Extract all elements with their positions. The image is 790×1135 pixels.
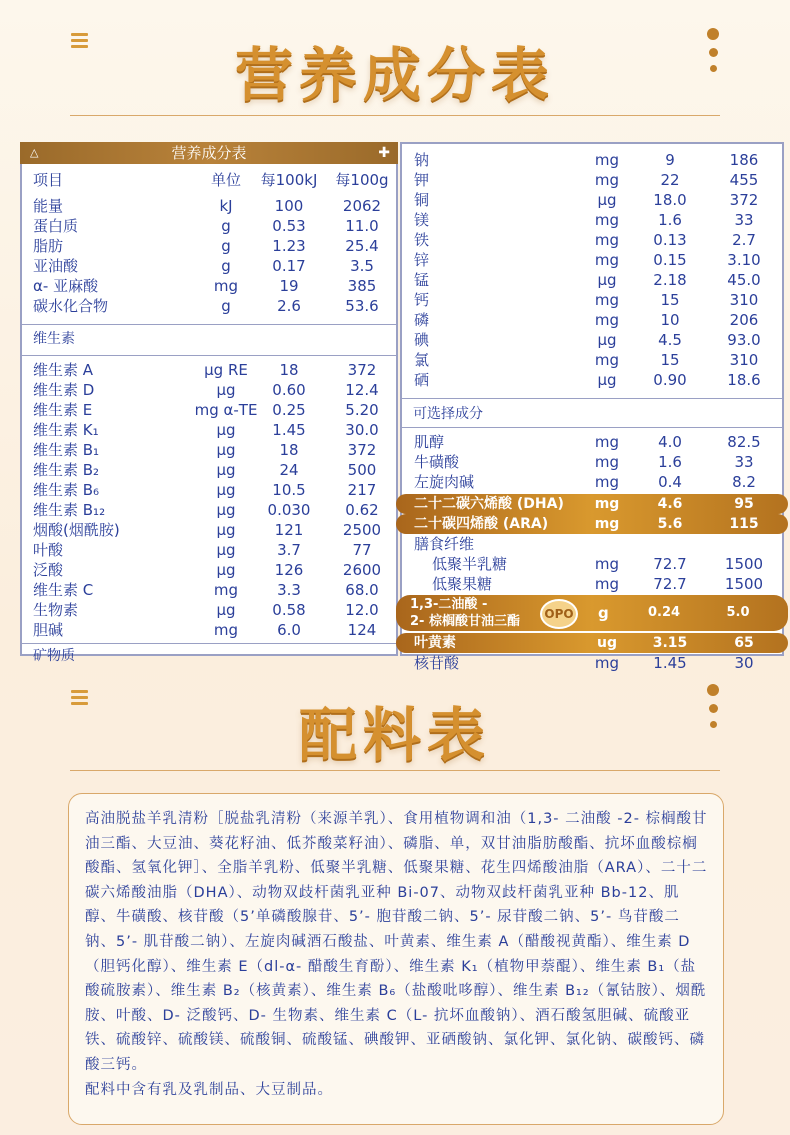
table-row: [22, 460, 396, 480]
unit: mg: [594, 351, 620, 369]
unit: mg: [594, 211, 620, 229]
nutrition-table-left: [20, 142, 398, 664]
unit: μg: [216, 501, 236, 519]
opo-per-100g: 5.0: [726, 605, 750, 620]
optional-section-title: 可选择成分: [402, 398, 782, 428]
table-row: [22, 380, 396, 400]
lutein-row: [396, 633, 788, 653]
per-100kj: 5.6: [657, 516, 683, 532]
per-100kj: 3.7: [277, 541, 301, 559]
item-name: 维生素 B₁₂: [33, 501, 106, 519]
table-row: [402, 370, 782, 390]
unit: mg: [594, 496, 620, 512]
per-100kj: 10.5: [272, 481, 306, 499]
item-name: 低聚半乳糖: [432, 555, 508, 573]
per-100kj: 18: [279, 441, 299, 459]
item-name: 硒: [414, 371, 430, 389]
table-row: [402, 452, 782, 472]
per-100g: 95: [734, 496, 754, 512]
item-name: 蛋白质: [33, 217, 79, 235]
table-row: [402, 554, 782, 574]
unit: mg: [594, 453, 620, 471]
table-row: [22, 560, 396, 580]
per-100g: 30.0: [345, 421, 379, 439]
per-100g: 12.0: [345, 601, 379, 619]
per-100g: 372: [347, 441, 377, 459]
fiber-section-title: [402, 534, 782, 554]
item-name: 项目: [33, 171, 64, 189]
per-100kj: 100: [274, 197, 304, 215]
unit: mg: [594, 311, 620, 329]
opo-line1: 1,3-二油酸 -: [410, 597, 488, 612]
item-name: 生物素: [33, 601, 79, 619]
fiber-title: 膳食纤维: [414, 535, 475, 553]
per-100g: 0.62: [345, 501, 379, 519]
unit: μg: [597, 371, 617, 389]
per-100g: 385: [347, 277, 377, 295]
table-row: [22, 400, 396, 420]
per-100g: 310: [729, 351, 759, 369]
unit: mg: [594, 516, 620, 532]
item-name: 维生素 A: [33, 361, 94, 379]
item-name: 维生素 B₆: [33, 481, 100, 499]
table-header: [20, 142, 398, 164]
per-100g: 53.6: [345, 297, 379, 315]
table-row: [402, 290, 782, 310]
per-100g: 77: [352, 541, 372, 559]
ara-row: [396, 514, 788, 534]
unit: g: [221, 237, 231, 255]
plus-icon: ✚: [378, 145, 390, 161]
per-100kj: 0.17: [272, 257, 306, 275]
item-name: 维生素 B₁: [33, 441, 100, 459]
item-name: 烟酸(烟酰胺): [33, 521, 120, 539]
per-100kj: 3.15: [652, 635, 688, 651]
table-row: [22, 236, 396, 256]
per-100kj: 0.030: [267, 501, 311, 519]
unit: μg RE: [204, 361, 248, 379]
minerals-section-title: 矿物质: [22, 643, 396, 666]
table-row: [402, 432, 782, 452]
item-name: 二十碳四烯酸 (ARA): [414, 516, 549, 532]
per-100kj: 22: [660, 171, 680, 189]
per-100g: 2.7: [732, 231, 756, 249]
per-100g: 372: [729, 191, 759, 209]
item-name: 维生素 D: [33, 381, 95, 399]
per-100g: 3.5: [350, 257, 374, 275]
divider: [70, 115, 720, 116]
per-100kj: 19: [279, 277, 299, 295]
per-100kj: 0.25: [272, 401, 306, 419]
unit: mg: [594, 171, 620, 189]
ingredients-text: 高油脱盐羊乳清粉［脱盐乳清粉（来源羊乳）、食用植物调和油（1,3- 二油酸 -2- 棕榈酸甘油三酯、大豆油、葵花籽油、低芥酸菜籽油）、磷脂、单，双甘油脂肪酸酯、抗坏血酸棕榈酸酯、氢氧化钾］、全脂羊乳粉、低聚半乳糖、低聚果糖、花生四烯酸油脂（ARA）、二十二碳六烯酸油脂（DHA）、动物双歧杆菌乳亚种 Bi-07、动物双歧杆菌乳亚种 Bb-12、肌醇、牛磺酸、核苷酸（5’单磷酸腺苷、5’- 胞苷酸二钠、5’- 尿苷酸二钠、5’- 鸟苷酸二钠、5’- 肌苷酸二钠）、左旋肉碱酒石酸盐、叶黄素、维生素 A（醋酸视黄酯）、维生素 D（胆钙化醇）、维生素 E（dl-α- 醋酸生育酚）、维生素 K₁（植物甲萘醌）、维生素 B₁（盐酸硫胺素）、维生素 B₂（核黄素）、维生素 B₆（盐酸吡哆醇）、维生素 B₁₂（氰钴胺）、烟酰胺、叶酸、D- 泛酸钙、D- 生物素、维生素 C（L- 抗坏血酸钠）、酒石酸氢胆碱、硫酸亚铁、硫酸锌、硫酸镁、硫酸铜、硫酸锰、碘酸钾、亚硒酸钠、氯化钾、氯化钠、碳酸钙、磷酸三钙。: [85, 811, 708, 1073]
unit: mg: [594, 251, 620, 269]
unit: kJ: [219, 197, 233, 215]
vitamins-section-title: 维生素: [22, 324, 396, 356]
item-name: 铁: [414, 231, 430, 249]
per-100g: 124: [347, 621, 377, 639]
item-name: 叶黄素: [414, 635, 456, 651]
per-100kj: 72.7: [653, 575, 687, 593]
per-100kj: 1.6: [658, 453, 682, 471]
table-row: [22, 600, 396, 620]
item-name: 钾: [414, 171, 430, 189]
per-100g: 25.4: [345, 237, 379, 255]
per-100g: 30: [734, 654, 754, 672]
item-name: 胆碱: [33, 621, 64, 639]
per-100kj: 1.6: [658, 211, 682, 229]
unit: μg: [597, 191, 617, 209]
unit: g: [221, 297, 231, 315]
unit: g: [221, 257, 231, 275]
per-100kj: 1.45: [272, 421, 306, 439]
opo-badge: OPO: [540, 599, 578, 629]
table-row: [22, 540, 396, 560]
per-100kj: 4.5: [658, 331, 682, 349]
item-name: 锌: [414, 251, 430, 269]
unit: mg: [594, 231, 620, 249]
item-name: 维生素 B₂: [33, 461, 100, 479]
opo-per-100kj: 0.24: [647, 605, 681, 620]
item-name: 碳水化合物: [33, 297, 109, 315]
per-100g: 45.0: [727, 271, 761, 289]
per-100g: 33: [734, 211, 754, 229]
per-100kj: 2.18: [653, 271, 687, 289]
per-100g: 455: [729, 171, 759, 189]
per-100kj: 72.7: [653, 555, 687, 573]
table-row: [402, 653, 782, 673]
item-name: 能量: [33, 197, 64, 215]
item-name: 泛酸: [33, 561, 64, 579]
table-row: [22, 360, 396, 380]
column-header-row: [22, 170, 396, 190]
item-name: 碘: [414, 331, 430, 349]
table-row: [22, 500, 396, 520]
table-row: [22, 216, 396, 236]
per-100kj: 3.3: [277, 581, 301, 599]
table-row: [402, 210, 782, 230]
unit: mg: [594, 555, 620, 573]
unit: mg: [213, 581, 239, 599]
item-name: 铜: [414, 191, 430, 209]
item-name: 维生素 E: [33, 401, 93, 419]
per-100kj: 1.23: [272, 237, 306, 255]
item-name: 亚油酸: [33, 257, 79, 275]
per-100kj: 2.6: [277, 297, 301, 315]
per-100kj: 0.60: [272, 381, 306, 399]
table-row: [402, 150, 782, 170]
table-row: [22, 480, 396, 500]
per-100kj: 0.15: [653, 251, 687, 269]
table-row: [22, 276, 396, 296]
per-100kj: 0.90: [653, 371, 687, 389]
table-row: [402, 330, 782, 350]
table-row: [22, 420, 396, 440]
table-row: [402, 350, 782, 370]
dots-icon: [706, 684, 720, 736]
per-100kj: 10: [660, 311, 680, 329]
per-100kj: 0.4: [658, 473, 682, 491]
nutrition-table-right: [400, 142, 784, 672]
item-name: 叶酸: [33, 541, 64, 559]
unit: μg: [216, 421, 236, 439]
unit: μg: [216, 481, 236, 499]
per-100kj: 6.0: [277, 621, 301, 639]
unit: mg: [594, 575, 620, 593]
per-100kj: 126: [274, 561, 304, 579]
item-name: 核苷酸: [414, 654, 460, 672]
unit: mg: [594, 473, 620, 491]
per-100kj: 24: [279, 461, 299, 479]
table-row: [402, 270, 782, 290]
per-100kj: 15: [660, 291, 680, 309]
item-name: 氯: [414, 351, 430, 369]
per-100kj: 9: [665, 151, 675, 169]
unit: mg α-TE: [194, 401, 258, 419]
item-name: 钙: [414, 291, 430, 309]
allergen-note: 配料中含有乳及乳制品、大豆制品。: [85, 1081, 333, 1098]
item-name: 钠: [414, 151, 430, 169]
per-100g: 2500: [342, 521, 382, 539]
table-row: [402, 310, 782, 330]
table-row: [22, 440, 396, 460]
triangle-icon: △: [30, 146, 39, 159]
per-100kj: 15: [660, 351, 680, 369]
per-100kj: 4.6: [657, 496, 683, 512]
item-name: 牛磺酸: [414, 453, 460, 471]
item-name: 肌醇: [414, 433, 445, 451]
table-row: [402, 190, 782, 210]
per-100g: 3.10: [727, 251, 761, 269]
per-100g: 2062: [342, 197, 382, 215]
item-name: 锰: [414, 271, 430, 289]
item-name: 二十二碳六烯酸 (DHA): [414, 496, 564, 512]
per-100kj: 18.0: [653, 191, 687, 209]
unit: μg: [216, 521, 236, 539]
opo-unit: g: [598, 604, 609, 622]
per-100g: 1500: [724, 555, 764, 573]
per-100kj: 0.53: [272, 217, 306, 235]
unit: g: [221, 217, 231, 235]
item-name: 脂肪: [33, 237, 64, 255]
per-100g: 310: [729, 291, 759, 309]
per-100kj: 每100kJ: [260, 171, 318, 189]
per-100kj: 4.0: [658, 433, 682, 451]
unit: mg: [213, 277, 239, 295]
table-row: [402, 574, 782, 594]
per-100g: 5.20: [345, 401, 379, 419]
dots-icon: [706, 28, 720, 80]
per-100g: 115: [729, 516, 759, 532]
per-100kj: 0.58: [272, 601, 306, 619]
per-100g: 11.0: [345, 217, 379, 235]
per-100g: 206: [729, 311, 759, 329]
table-row: [402, 230, 782, 250]
item-name: 磷: [414, 311, 430, 329]
per-100g: 65: [734, 635, 754, 651]
per-100g: 82.5: [727, 433, 761, 451]
per-100g: 18.6: [727, 371, 761, 389]
unit: μg: [216, 541, 236, 559]
unit: mg: [594, 291, 620, 309]
per-100g: 每100g: [335, 171, 389, 189]
unit: μg: [597, 331, 617, 349]
table-row: [22, 296, 396, 316]
opo-line2: 2- 棕榈酸甘油三酯: [410, 614, 520, 629]
unit: ug: [597, 635, 617, 651]
per-100g: 93.0: [727, 331, 761, 349]
unit: μg: [216, 601, 236, 619]
item-name: 维生素 C: [33, 581, 94, 599]
unit: mg: [594, 151, 620, 169]
per-100g: 500: [347, 461, 377, 479]
ingredients-box: [68, 793, 724, 1125]
item-name: α- 亚麻酸: [33, 277, 99, 295]
item-name: 左旋肉碱: [414, 473, 475, 491]
unit: 单位: [210, 171, 242, 189]
table-row: [22, 196, 396, 216]
item-name: 维生素 K₁: [33, 421, 99, 439]
per-100g: 68.0: [345, 581, 379, 599]
table-row: [22, 580, 396, 600]
table-row: [402, 170, 782, 190]
nutrition-title: 营养成分表: [234, 41, 555, 109]
per-100kj: 18: [279, 361, 299, 379]
table-row: [402, 472, 782, 492]
per-100g: 33: [734, 453, 754, 471]
unit: mg: [594, 654, 620, 672]
per-100kj: 0.13: [653, 231, 687, 249]
per-100g: 372: [347, 361, 377, 379]
per-100g: 8.2: [732, 473, 756, 491]
table-header-title: 营养成分表: [171, 144, 247, 162]
unit: mg: [213, 621, 239, 639]
unit: mg: [594, 433, 620, 451]
dha-row: [396, 494, 788, 514]
table-row: [22, 256, 396, 276]
unit: μg: [216, 561, 236, 579]
per-100g: 1500: [724, 575, 764, 593]
per-100g: 12.4: [345, 381, 379, 399]
per-100g: 217: [347, 481, 377, 499]
ingredients-title: 配料表: [298, 701, 491, 769]
unit: μg: [597, 271, 617, 289]
table-row: [22, 620, 396, 640]
table-row: [22, 520, 396, 540]
per-100kj: 121: [274, 521, 304, 539]
per-100kj: 1.45: [653, 654, 687, 672]
opo-row: [396, 595, 788, 631]
unit: μg: [216, 441, 236, 459]
item-name: 低聚果糖: [432, 575, 493, 593]
table-row: [402, 250, 782, 270]
divider: [70, 770, 720, 771]
unit: μg: [216, 381, 236, 399]
per-100g: 186: [729, 151, 759, 169]
item-name: 镁: [414, 211, 430, 229]
per-100g: 2600: [342, 561, 382, 579]
unit: μg: [216, 461, 236, 479]
